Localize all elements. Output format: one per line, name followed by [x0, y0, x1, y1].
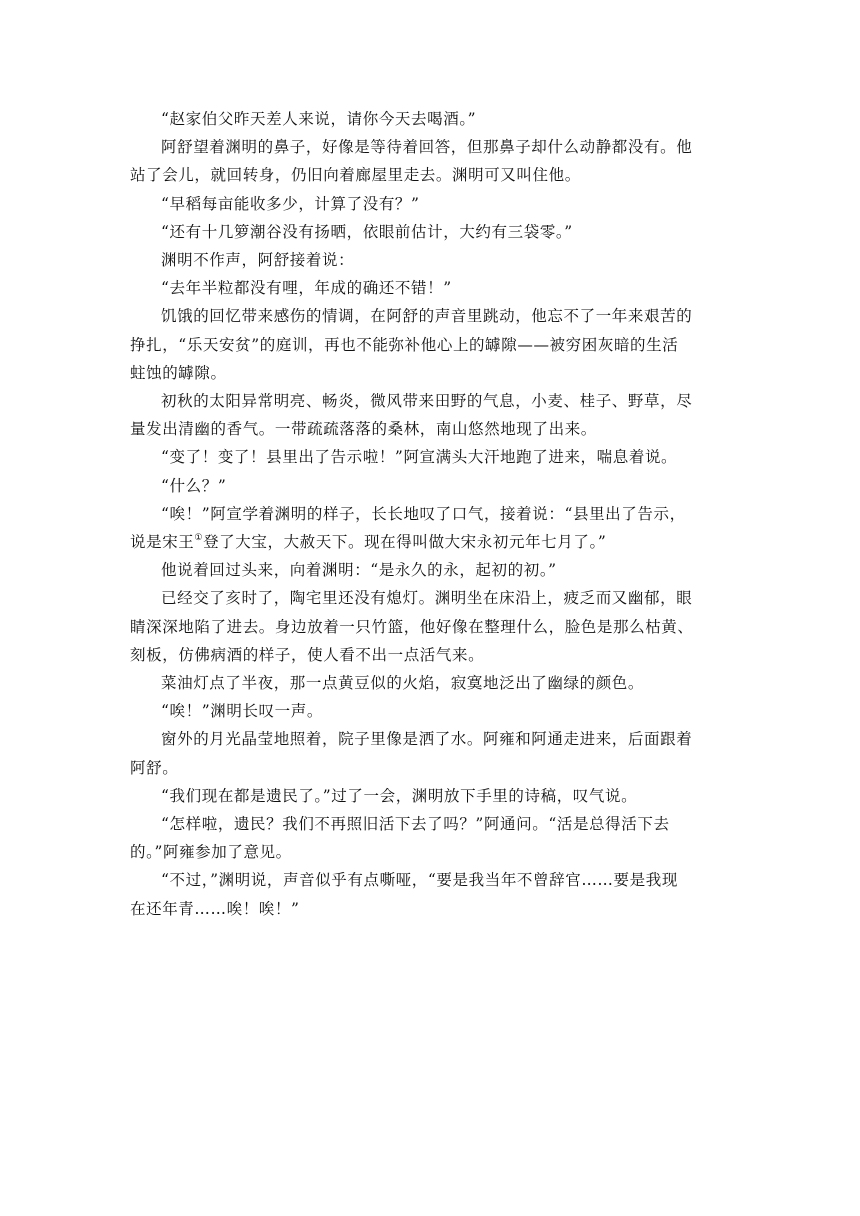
paragraph: [130, 472, 730, 500]
text-segment: 登了大宝，大赦天下。现在得叫做大宋永初元年七月了。”: [203, 533, 607, 552]
text-line: “不过，”渊明说，声音似乎有点嘶哑，“要是我当年不曾辞官……要是我现: [161, 871, 678, 890]
story-text: [130, 105, 730, 923]
text-line: 睛深深地陷了进去。身边放着一只竹篮，他好像在整理什么，脸色是那么枯黄、: [130, 617, 694, 636]
text-line: “什么？”: [161, 476, 227, 495]
text-line: 量发出清幽的香气。一带疏疏落落的桑林，南山悠然地现了出来。: [130, 420, 597, 439]
paragraph: [130, 782, 730, 810]
text-line: “唉！”渊明长叹一声。: [161, 702, 323, 721]
text-line: “唉！”阿宣学着渊明的样子，长长地叹了口气，接着说：“县里出了告示，: [161, 504, 686, 523]
paragraph: [130, 105, 730, 133]
text-line: 他说着回过头来，向着渊明：“是永久的永，起初的初。”: [161, 561, 557, 580]
text-line: 的。”阿雍参加了意见。: [130, 843, 292, 862]
text-segment: 说是宋王: [130, 533, 195, 552]
text-line: “还有十几箩潮谷没有扬晒，依眼前估计，大约有三袋零。”: [161, 222, 573, 241]
text-line: 站了会儿，就回转身，仍旧向着廊屋里走去。渊明可又叫住他。: [130, 166, 581, 185]
text-line: 蛀蚀的罅隙。: [130, 363, 227, 382]
paragraph: [130, 443, 730, 471]
text-line: “变了！变了！县里出了告示啦！”阿宣满头大汗地跑了进来，喘息着说。: [161, 448, 678, 467]
text-line: “赵家伯父昨天差人来说，请你今天去喝酒。”: [161, 110, 477, 128]
text-line: “我们现在都是遗民了。”过了一会，渊明放下手里的诗稿，叹气说。: [161, 786, 638, 805]
paragraph: [130, 866, 730, 922]
paragraph: [130, 190, 730, 218]
text-line: “去年半粒都没有哩，年成的确还不错！”: [161, 279, 452, 298]
text-line: [130, 528, 730, 556]
paragraph: [130, 500, 730, 556]
text-line: 窗外的月光晶莹地照着，院子里像是洒了水。阿雍和阿通走进来，后面跟着: [161, 730, 693, 749]
text-line: 刻板，仿佛病酒的样子，使人看不出一点活气来。: [130, 645, 485, 664]
text-line: 菜油灯点了半夜，那一点黄豆似的火焰，寂寞地泛出了幽绿的颜色。: [161, 674, 645, 693]
paragraph: [130, 246, 730, 274]
paragraph: [130, 584, 730, 669]
text-line: 已经交了亥时了，陶宅里还没有熄灯。渊明坐在床沿上，疲乏而又幽郁，眼: [161, 589, 693, 608]
paragraph: [130, 697, 730, 725]
footnote-marker: ①: [194, 533, 204, 544]
paragraph: [130, 387, 730, 443]
text-line: 饥饿的回忆带来感伤的情调，在阿舒的声音里跳动，他忘不了一年来艰苦的: [161, 307, 693, 326]
text-line: 渊明不作声，阿舒接着说：: [161, 251, 355, 270]
text-line: “早稻每亩能收多少，计算了没有？”: [161, 194, 420, 213]
paragraph: [130, 810, 730, 866]
text-line: 在还年青……唉！唉！”: [130, 899, 300, 918]
paragraph: [130, 669, 730, 697]
paragraph: [130, 218, 730, 246]
paragraph: [130, 133, 730, 189]
text-line: 挣扎，“乐天安贫”的庭训，再也不能弥补他心上的罅隙——被穷困灰暗的生活: [130, 335, 679, 354]
paragraph: [130, 302, 730, 387]
text-line: 阿舒望着渊明的鼻子，好像是等待着回答，但那鼻子却什么动静都没有。他: [161, 138, 693, 157]
text-line: 阿舒。: [130, 758, 179, 777]
text-line: 初秋的太阳异常明亮、畅炎，微风带来田野的气息，小麦、桂子、野草，尽: [161, 392, 693, 411]
paragraph: [130, 556, 730, 584]
text-line: “怎样啦，遗民？我们不再照旧活下去了吗？”阿通问。“活是总得活下去: [161, 815, 670, 834]
paragraph: [130, 274, 730, 302]
paragraph: [130, 725, 730, 781]
